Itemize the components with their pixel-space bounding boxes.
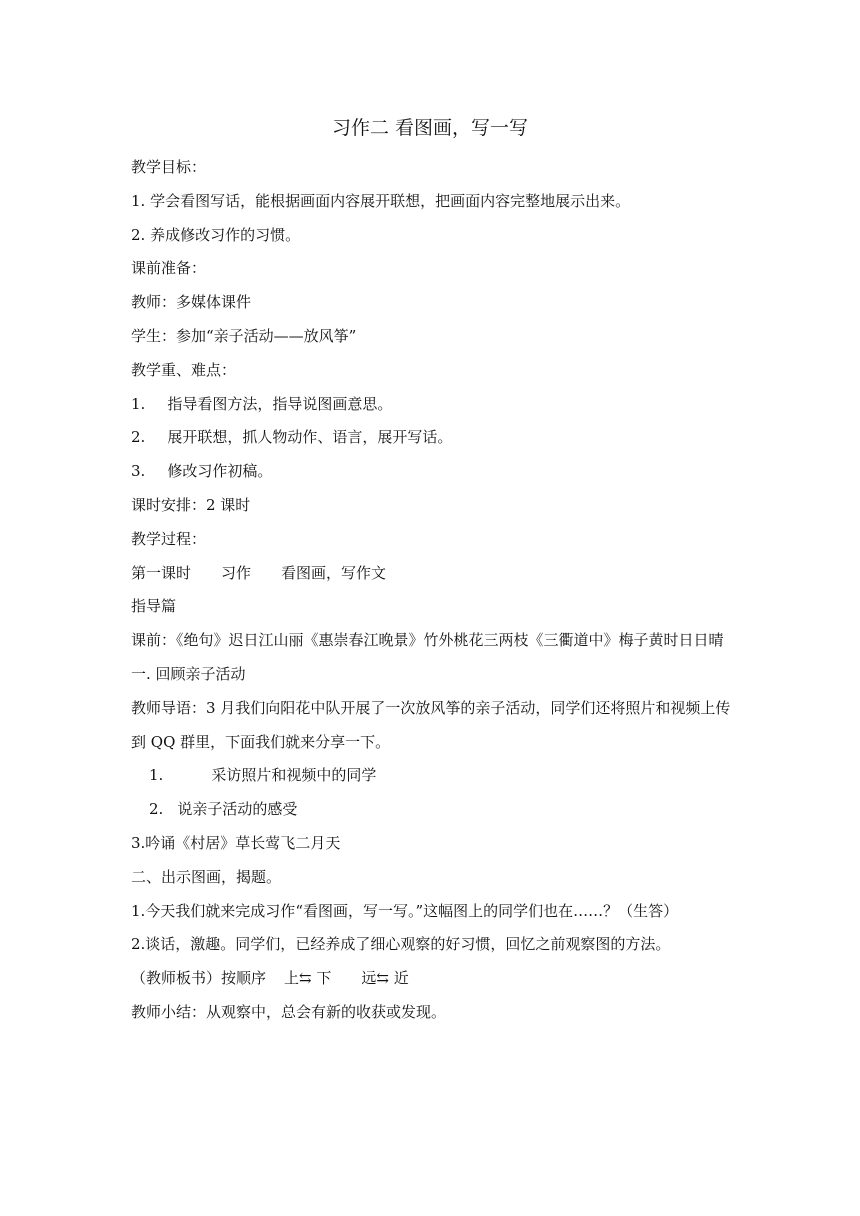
list-text: 采访照片和视频中的同学	[211, 766, 377, 785]
section-show-picture: 二、出示图画，揭题。	[131, 867, 282, 886]
board-order-vertical: 上⇆ 下	[284, 969, 332, 988]
key-point-2	[131, 421, 731, 455]
section-review-activity: 一. 回顾亲子活动	[131, 664, 246, 683]
goal-item-1: 1. 学会看图写话，能根据画面内容展开联想，把画面内容完整地展示出来。	[131, 191, 631, 210]
step-observe: 2.谈话，激趣。同学们，已经养成了细心观察的好习惯，回忆之前观察图的方法。	[131, 935, 671, 954]
activity-step-3: 3.吟诵《村居》草长莺飞二月天	[131, 833, 341, 852]
list-number: 1.	[131, 394, 146, 413]
list-number: 2.	[149, 800, 164, 819]
goal-item-2: 2. 养成修改习作的习惯。	[131, 225, 301, 244]
step-introduce-topic: 1.今天我们就来完成习作“看图画，写一写。”这幅图上的同学们也在……？（生答）	[131, 901, 679, 920]
list-text: 说亲子活动的感受	[177, 800, 298, 819]
preparation-teacher: 教师：多媒体课件	[131, 293, 252, 312]
preparation-student: 学生：参加“亲子活动——放风筝”	[131, 326, 357, 345]
board-notes	[131, 962, 731, 996]
activity-step-2	[131, 793, 731, 827]
list-number: 3.	[131, 462, 146, 481]
heading-key-points: 教学重、难点：	[131, 360, 237, 379]
heading-preparation: 课前准备：	[131, 259, 207, 278]
lesson-topic: 看图画，写作文	[281, 563, 387, 582]
heading-teaching-goals: 教学目标：	[131, 158, 207, 176]
key-point-1	[131, 388, 731, 422]
list-text: 指导看图方法，指导说图画意思。	[167, 394, 393, 413]
board-order-distance: 远⇆ 近	[361, 969, 409, 988]
page-title: 习作二 看图画，写一写	[331, 117, 529, 139]
teacher-intro: 教师导语：3 月我们向阳花中队开展了一次放风筝的亲子活动，同学们还将照片和视频上传到 QQ 群里，下面我们就来分享一下。	[131, 698, 731, 751]
list-number: 1.	[149, 766, 164, 785]
pre-class-poems: 课前：《绝句》迟日江山丽《惠崇春江晚景》竹外桃花三两枝《三衢道中》梅子黄时日日晴	[131, 631, 724, 650]
list-number: 2.	[131, 428, 146, 447]
schedule: 课时安排：2 课时	[131, 495, 251, 514]
guide-section-heading: 指导篇	[131, 597, 177, 616]
heading-teaching-process: 教学过程：	[131, 529, 207, 548]
teacher-summary: 教师小结：从观察中，总会有新的收获或发现。	[131, 1002, 447, 1021]
list-text: 修改习作初稿。	[167, 462, 273, 481]
document-body	[131, 151, 731, 1030]
list-text: 展开联想，抓人物动作、语言，展开写话。	[167, 428, 453, 447]
lesson-type: 习作	[221, 563, 252, 582]
board-label: （教师板书）按顺序	[131, 969, 267, 988]
first-lesson-heading	[131, 557, 731, 591]
key-point-3	[131, 455, 731, 489]
lesson-label: 第一课时	[131, 563, 192, 582]
activity-step-1	[131, 759, 731, 793]
